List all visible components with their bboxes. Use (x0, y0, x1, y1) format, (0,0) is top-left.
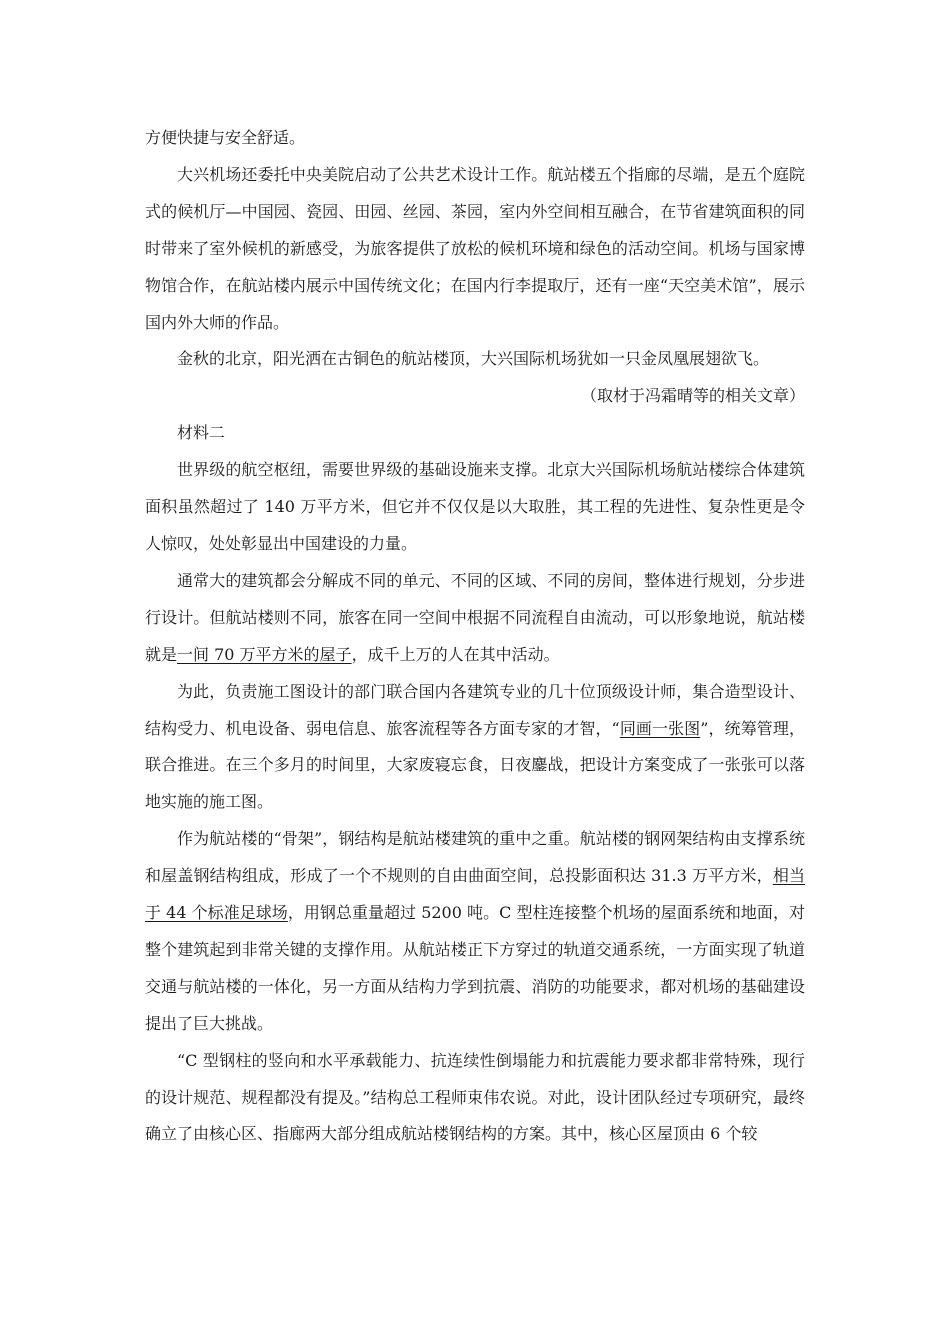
document-page (145, 120, 805, 1153)
paragraph: 世界级的航空枢纽，需要世界级的基础设施来支撑。北京大兴国际机场航站楼综合体建筑面积虽然超过了 140 万平方米，但它并不仅仅是以大取胜，其工程的先进性、复杂性更是令人惊叹，处处彰显出中国建设的力量。 (145, 460, 805, 553)
text-run: 为此，负责施工图设计的部门联合国内各建筑专业的几十位顶级设计师，集合造型设计、结构受力、机电设备、弱电信息、旅客流程等各方面专家的才智，“ (145, 681, 805, 738)
underlined-phrase: 一间 70 万平方米的屋子 (177, 644, 352, 664)
paragraph: 金秋的北京，阳光洒在古铜色的航站楼顶，大兴国际机场犹如一只金凤凰展翅欲飞。 (177, 349, 770, 369)
paragraph: “C 型钢柱的竖向和水平承载能力、抗连续性倒塌能力和抗震能力要求都非常特殊，现行的设计规范、规程都没有提及。”结构总工程师束伟农说。对此，设计团队经过专项研究，最终确立了由核心区、指廊两大部分组成航站楼钢结构的方案。其中，核心区屋顶由 6 个较 (145, 1050, 805, 1144)
text-run: ，用钢总重量超过 5200 吨。C 型柱连接整个机场的屋面系统和地面，对整个建筑起到非常关键的支撑作用。从航站楼正下方穿过的轨道交通系统，一方面实现了轨道交通与航站楼的一体化，另一方面从结构力学到抗震、消防的功能要求，都对机场的基础建设提出了巨大挑战。 (145, 903, 805, 1033)
source-attribution: （取材于冯霜晴等的相关文章） (580, 386, 805, 406)
section-heading: 材料二 (177, 423, 226, 443)
text-run: 通常大的建筑都会分解成不同的单元、不同的区域、不同的房间，整体进行规划，分步进行设计。但航站楼则不同，旅客在同一空间中根据不同流程自由流动，可以形象地说，航站楼就是 (145, 570, 805, 664)
underlined-phrase: 同画一张图 (619, 718, 701, 738)
paragraph: 方便快捷与安全舒适。 (145, 128, 306, 147)
paragraph: 大兴机场还委托中央美院启动了公共艺术设计工作。航站楼五个指廊的尽端，是五个庭院式的候机厅—中国园、瓷园、田园、丝园、茶园，室内外空间相互融合，在节省建筑面积的同时带来了室外候机的新感受，为旅客提供了放松的候机环境和绿色的活动空间。机场与国家博物馆合作，在航站楼内展示中国传统文化；在国内行李提取厅，还有一座“天空美术馆”，展示国内外大师的作品。 (145, 164, 805, 332)
underlined-phrase: 相当于 44 个标准足球场 (145, 866, 805, 923)
text-run: ，成千上万的人在其中活动。 (351, 644, 560, 664)
text-run: 作为航站楼的“骨架”，钢结构是航站楼建筑的重中之重。航站楼的钢网架结构由支撑系统和屋盖钢结构组成，形成了一个不规则的自由曲面空间，总投影面积达 31.3 万平方米， (145, 829, 805, 886)
paragraph (145, 563, 805, 674)
paragraph (145, 674, 805, 822)
paragraph (145, 821, 805, 1042)
text-run: ”，统筹管理，联合推进。在三个多月的时间里，大家废寝忘食，日夜鏖战，把设计方案变成了一张张可以落地实施的施工图。 (145, 718, 805, 812)
